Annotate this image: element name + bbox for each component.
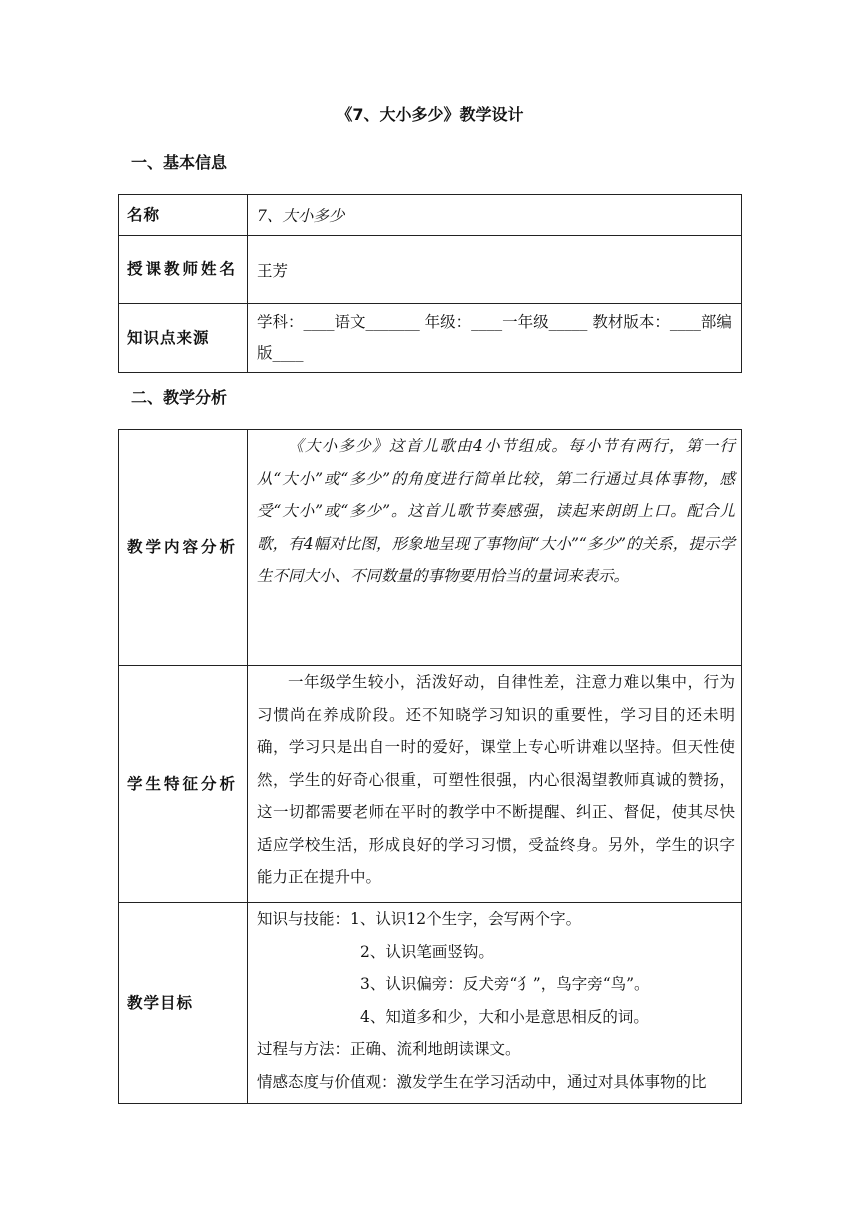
section-heading-analysis: 二、教学分析 [131, 388, 228, 407]
student-analysis-text: 一年级学生较小，活泼好动，自律性差，注意力难以集中，行为习惯尚在养成阶段。还不知晓学习知识的重要性，学习目的还未明确，学习只是出自一时的爱好，课堂上专心听讲难以坚持。但天性使然，学生的好奇心很重，可塑性很强，内心很渴望教师真诚的赞扬，这一切都需要老师在平时的教学中不断提醒、纠正、督促，使其尽快适应学校生活，形成良好的学习习惯，受益终身。另外，学生的识字能力正在提升中。 [257, 673, 735, 886]
table-row [119, 666, 742, 903]
document-title: 《7、大小多少》教学设计 [336, 105, 524, 124]
basic-info-table [118, 194, 742, 373]
table-row [119, 236, 742, 304]
student-analysis-cell [248, 666, 742, 903]
section-heading-basic-info: 一、基本信息 [131, 153, 228, 172]
table-row [119, 430, 742, 666]
goal-line: 情感态度与价值观：激发学生在学习活动中，通过对具体事物的比 [257, 1072, 707, 1091]
table-row [119, 903, 742, 1104]
analysis-table [118, 429, 742, 1104]
student-analysis-label: 学生特征分析 [119, 666, 248, 903]
teaching-goals-cell [248, 903, 742, 1104]
teacher-name-value: 王芳 [248, 236, 742, 304]
source-value: 学科：____语文_______ 年级：____一年级_____ 教材版本：____部编版____ [248, 304, 742, 373]
content-analysis-text: 《大小多少》这首儿歌由4小节组成。每小节有两行，第一行从“大小”或“多少”的角度进行简单比较，第二行通过具体事物，感受“大小”或“多少”。这首儿歌节奏感强，读起来朗朗上口。配合儿歌，有4幅对比图，形象地呈现了事物间“大小”“多少”的关系，提示学生不同大小、不同数量的事物要用恰当的量词来表示。 [257, 437, 735, 585]
source-label: 知识点来源 [119, 304, 248, 373]
goal-line: 3、认识偏旁：反犬旁“犭”，鸟字旁“鸟”。 [360, 975, 650, 993]
teacher-label: 授课教师姓名 [119, 236, 248, 304]
table-row [119, 304, 742, 373]
name-label: 名称 [119, 195, 248, 236]
goal-line: 知识与技能：1、认识12个生字，会写两个字。 [257, 910, 582, 928]
content-analysis-cell [248, 430, 742, 666]
goal-line: 4、知道多和少，大和小是意思相反的词。 [360, 1007, 649, 1026]
lesson-name-value: 7、大小多少 [248, 195, 742, 236]
goal-line: 2、认识笔画竖钩。 [360, 942, 494, 961]
goal-line: 过程与方法：正确、流利地朗读课文。 [257, 1040, 521, 1058]
content-analysis-label: 教学内容分析 [119, 430, 248, 666]
teaching-goals-label: 教学目标 [119, 903, 248, 1104]
table-row [119, 195, 742, 236]
